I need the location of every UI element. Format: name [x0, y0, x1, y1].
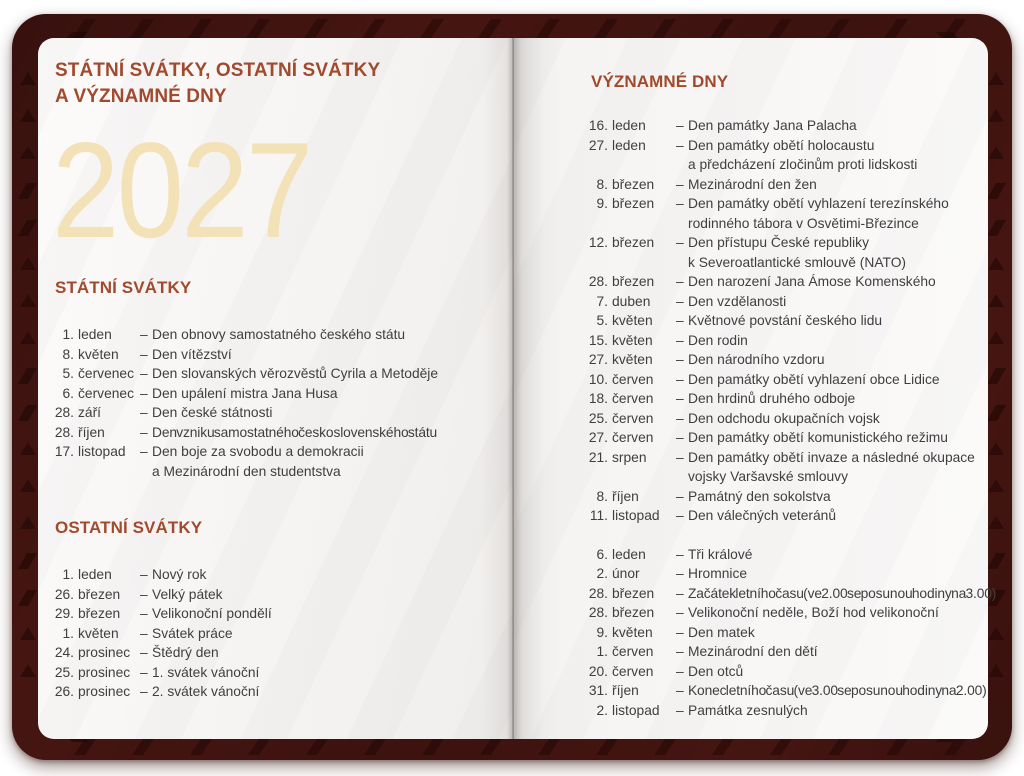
holiday-row	[578, 506, 984, 526]
holiday-day: 26.	[54, 586, 74, 602]
holiday-row	[578, 331, 984, 351]
holiday-day: 24.	[54, 645, 74, 660]
holiday-description-line1: Památka zesnulých	[688, 702, 808, 718]
right-page	[513, 38, 997, 739]
holiday-description	[688, 311, 984, 331]
holiday-month: leden	[78, 567, 112, 582]
holiday-row	[48, 423, 505, 443]
statni-svatky-list	[55, 325, 505, 481]
holiday-month: červen	[612, 663, 654, 679]
holiday-row	[48, 624, 505, 644]
holiday-description	[152, 442, 505, 481]
holiday-day: 1.	[596, 644, 608, 659]
holiday-description	[688, 116, 984, 136]
holiday-description-line1: Květnové povstání českého lidu	[688, 313, 883, 328]
holiday-description-line1: Památný den sokolstva	[688, 488, 831, 504]
holiday-description	[152, 423, 505, 443]
holiday-row	[578, 175, 984, 195]
dash-separator: –	[140, 346, 148, 362]
holiday-month: březen	[612, 274, 655, 289]
holiday-description-line1: Den památky obětí vyhlazení terezínského	[688, 196, 949, 211]
dash-separator: –	[140, 327, 148, 342]
section-ostatni-svatky	[55, 516, 505, 702]
holiday-description	[152, 384, 505, 404]
holiday-row	[48, 643, 505, 663]
holiday-month: leden	[612, 137, 646, 153]
holiday-description-line1: Den národního vzdoru	[688, 352, 825, 367]
holiday-row	[48, 682, 505, 702]
dash-separator: –	[676, 546, 684, 562]
holiday-row	[578, 448, 984, 487]
holiday-month: leden	[612, 118, 646, 133]
holiday-row	[578, 136, 984, 175]
dash-separator: –	[140, 385, 148, 401]
holiday-row	[48, 585, 505, 605]
holiday-month: leden	[78, 327, 112, 342]
holiday-day: 8.	[596, 488, 608, 504]
holiday-row	[578, 428, 984, 448]
holiday-description	[152, 585, 505, 605]
holiday-description	[688, 136, 984, 175]
holiday-description-line2: rodinného tábora v Osvětimi-Březince	[688, 215, 919, 231]
dash-separator: –	[676, 274, 684, 289]
holiday-description	[688, 603, 984, 623]
left-page	[38, 38, 513, 739]
dash-separator: –	[676, 235, 684, 250]
holiday-description-line1: Den památky obětí vyhlazení obce Lidice	[688, 371, 940, 387]
holiday-description-line1: Den vzniku samostatného československého státu	[152, 424, 438, 440]
holiday-row	[48, 565, 505, 585]
holiday-description	[152, 403, 505, 423]
holiday-day: 20.	[588, 663, 608, 679]
holiday-month: květen	[612, 352, 653, 367]
holiday-day: 21.	[588, 449, 608, 465]
dash-separator: –	[140, 444, 148, 459]
holiday-description	[152, 364, 505, 384]
holiday-description	[688, 409, 984, 429]
holiday-day: 2.	[596, 566, 608, 581]
holiday-day: 1.	[62, 567, 74, 582]
holiday-description	[688, 428, 984, 448]
holiday-description-line1: Hromnice	[688, 566, 748, 581]
holiday-month: květen	[78, 625, 119, 641]
holiday-description-line1: Mezinárodní den žen	[688, 176, 817, 192]
holiday-description-line1: Den památky obětí holocaustu	[688, 137, 875, 153]
dash-separator: –	[140, 586, 148, 602]
holiday-description-line1: Den upálení mistra Jana Husa	[152, 385, 338, 401]
holiday-month: prosinec	[78, 664, 131, 680]
holiday-month: prosinec	[78, 684, 131, 699]
holiday-description	[688, 681, 987, 701]
holiday-description-line1: Velikonoční neděle, Boží hod velikonoční	[688, 605, 939, 620]
holiday-day: 5.	[596, 313, 608, 328]
holiday-day: 7.	[596, 293, 608, 309]
holiday-row	[578, 292, 984, 312]
holiday-description	[688, 623, 984, 643]
holiday-day: 28.	[54, 405, 74, 420]
holiday-month: říjen	[612, 488, 639, 504]
holiday-row	[48, 345, 505, 365]
holiday-day: 11.	[589, 508, 608, 523]
holiday-month: listopad	[612, 508, 660, 523]
holiday-description	[688, 448, 984, 487]
holiday-day: 9.	[596, 624, 608, 640]
holiday-description	[688, 545, 984, 565]
holiday-description-line2: a Mezinárodní den studentstva	[152, 463, 341, 479]
holiday-row	[48, 663, 505, 683]
holiday-description-line1: Mezinárodní den dětí	[688, 644, 818, 659]
holiday-month: duben	[612, 293, 651, 309]
holiday-month: leden	[612, 546, 646, 562]
section-heading-statni-svatky: STÁTNÍ SVÁTKY	[55, 278, 192, 297]
holiday-month: září	[78, 405, 101, 420]
dash-separator: –	[140, 366, 148, 381]
dash-separator: –	[676, 137, 684, 153]
dash-separator: –	[676, 508, 684, 523]
holiday-description	[152, 682, 505, 702]
holiday-month: červen	[612, 371, 654, 387]
holiday-row	[578, 233, 984, 272]
holiday-description-line1: Den vzdělanosti	[688, 293, 787, 309]
holiday-month: červenec	[78, 385, 134, 401]
holiday-month: květen	[612, 332, 653, 348]
holiday-day: 25.	[54, 664, 74, 680]
holiday-row	[578, 564, 984, 584]
holiday-month: červen	[612, 391, 654, 406]
holiday-month: březen	[612, 605, 655, 620]
holiday-description-line1: Konec letního času (ve 3.00 se posunou hodiny na 2.00)	[688, 683, 987, 698]
holiday-description-line1: Nový rok	[152, 567, 207, 582]
vyznamne-dny-list-1	[513, 116, 984, 526]
holiday-day: 10.	[588, 371, 608, 387]
holiday-day: 1.	[62, 327, 74, 342]
holiday-row	[48, 384, 505, 404]
holiday-description	[152, 565, 505, 585]
holiday-description-line1: Den boje za svobodu a demokracii	[152, 444, 364, 459]
holiday-row	[578, 272, 984, 292]
holiday-day: 31.	[588, 683, 608, 698]
holiday-month: říjen	[78, 424, 105, 440]
holiday-description-line1: Den válečných veteránů	[688, 508, 837, 523]
holiday-day: 27.	[588, 137, 608, 153]
holiday-day: 27.	[588, 352, 608, 367]
dash-separator: –	[676, 566, 684, 581]
holiday-row	[578, 389, 984, 409]
holiday-description-line1: Začátek letního času (ve 2.00 se posunou hodiny na 3.00)	[688, 585, 997, 601]
holiday-description-line1: Den otců	[688, 663, 744, 679]
holiday-day: 9.	[596, 196, 608, 211]
dash-separator: –	[140, 645, 148, 660]
holiday-month: květen	[612, 624, 653, 640]
holiday-month: červen	[612, 644, 654, 659]
ostatni-svatky-list	[55, 565, 505, 702]
section-heading-vyznamne-dny: VÝZNAMNÉ DNY	[591, 72, 729, 91]
holiday-month: červen	[612, 410, 654, 426]
section-statni-svatky	[55, 276, 505, 481]
dash-separator: –	[140, 567, 148, 582]
holiday-day: 28.	[588, 585, 608, 601]
dash-separator: –	[676, 702, 684, 718]
holiday-description-line1: Velikonoční pondělí	[152, 606, 272, 621]
holiday-month: březen	[78, 586, 121, 602]
holiday-month: červen	[612, 430, 654, 445]
dash-separator: –	[676, 118, 684, 133]
dash-separator: –	[676, 663, 684, 679]
holiday-description-line1: Den památky obětí invaze a následné okupace	[688, 449, 975, 465]
holiday-day: 28.	[588, 274, 608, 289]
dash-separator: –	[676, 488, 684, 504]
holiday-description	[688, 272, 984, 292]
holiday-row	[48, 442, 505, 481]
dash-separator: –	[676, 332, 684, 348]
holiday-description-line1: Den matek	[688, 624, 755, 640]
dash-separator: –	[140, 405, 148, 420]
holiday-month: březen	[78, 606, 121, 621]
holiday-description	[688, 233, 984, 272]
holiday-row	[578, 584, 997, 604]
page-title-line1: STÁTNÍ SVÁTKY, OSTATNÍ SVÁTKY	[55, 60, 381, 81]
holiday-month: prosinec	[78, 645, 131, 660]
holiday-description-line1: Den slovanských věrozvěstů Cyrila a Metoděje	[152, 366, 439, 381]
holiday-day: 16.	[588, 118, 608, 133]
dash-separator: –	[676, 430, 684, 445]
holiday-row	[578, 662, 984, 682]
holiday-description	[688, 642, 984, 662]
holiday-month: květen	[612, 313, 653, 328]
section-heading-ostatni-svatky: OSTATNÍ SVÁTKY	[55, 518, 203, 537]
holiday-description	[688, 194, 984, 233]
holiday-row	[578, 701, 984, 721]
dash-separator: –	[140, 424, 148, 440]
holiday-description	[688, 370, 984, 390]
holiday-description-line1: Tři králové	[688, 546, 753, 562]
vyznamne-dny-list-2	[513, 545, 997, 721]
holiday-description	[688, 506, 984, 526]
holiday-description-line2: vojsky Varšavské smlouvy	[688, 469, 848, 484]
holiday-row	[578, 487, 984, 507]
holiday-month: červenec	[78, 366, 134, 381]
holiday-description-line1: Velký pátek	[152, 586, 223, 602]
holiday-description	[688, 487, 984, 507]
holiday-day: 8.	[596, 176, 608, 192]
holiday-description-line1: Den obnovy samostatného českého státu	[152, 327, 406, 342]
holiday-row	[578, 623, 984, 643]
holiday-description-line1: Den narození Jana Ámose Komenského	[688, 274, 936, 289]
dash-separator: –	[676, 196, 684, 211]
holiday-day: 17.	[54, 444, 74, 459]
holiday-month: listopad	[78, 444, 126, 459]
holiday-row	[578, 350, 984, 370]
holiday-description	[688, 389, 984, 409]
dash-separator: –	[676, 605, 684, 620]
dash-separator: –	[676, 624, 684, 640]
holiday-row	[578, 545, 984, 565]
open-pages	[38, 38, 997, 739]
holiday-row	[578, 311, 984, 331]
holiday-day: 6.	[596, 546, 608, 562]
holiday-day: 1.	[62, 625, 74, 641]
holiday-month: březen	[612, 196, 655, 211]
holiday-day: 12.	[588, 235, 608, 250]
holiday-day: 27.	[588, 430, 608, 445]
holiday-month: únor	[612, 566, 640, 581]
holiday-day: 5.	[62, 366, 74, 381]
holiday-month: březen	[612, 585, 655, 601]
vyznamne-dny-lists	[513, 116, 997, 720]
holiday-description-line1: Den odchodu okupačních vojsk	[688, 410, 880, 426]
holiday-row	[578, 194, 984, 233]
holiday-description-line1: Den rodin	[688, 332, 748, 348]
holiday-row	[578, 370, 984, 390]
holiday-description-line1: 1. svátek vánoční	[152, 664, 260, 680]
dash-separator: –	[140, 625, 148, 641]
holiday-month: březen	[612, 176, 655, 192]
holiday-day: 25.	[588, 410, 608, 426]
holiday-description	[688, 564, 984, 584]
holiday-description	[152, 624, 505, 644]
holiday-row	[578, 642, 984, 662]
dash-separator: –	[676, 410, 684, 426]
dash-separator: –	[676, 391, 684, 406]
holiday-description	[688, 701, 984, 721]
holiday-description	[152, 663, 505, 683]
dash-separator: –	[676, 371, 684, 387]
holiday-day: 6.	[62, 385, 74, 401]
holiday-description-line1: Den hrdinů druhého odboje	[688, 391, 856, 406]
holiday-row	[578, 681, 987, 701]
holiday-description	[688, 584, 996, 604]
dash-separator: –	[676, 644, 684, 659]
holiday-row	[48, 364, 505, 384]
holiday-month: srpen	[612, 449, 647, 465]
holiday-description-line1: Štědrý den	[152, 645, 219, 660]
holiday-description	[688, 350, 984, 370]
year-watermark: 2027	[52, 114, 311, 266]
dash-separator: –	[676, 313, 684, 328]
holiday-day: 28.	[54, 424, 74, 440]
holiday-day: 28.	[588, 605, 608, 620]
holiday-description-line1: Den české státnosti	[152, 405, 273, 420]
holiday-day: 2.	[596, 702, 608, 718]
holiday-description	[152, 325, 505, 345]
dash-separator: –	[676, 449, 684, 465]
holiday-day: 29.	[54, 606, 74, 621]
dash-separator: –	[676, 352, 684, 367]
holiday-description-line1: Svátek práce	[152, 625, 233, 641]
holiday-description	[688, 292, 984, 312]
holiday-row	[578, 409, 984, 429]
dash-separator: –	[676, 293, 684, 309]
dash-separator: –	[676, 176, 684, 192]
holiday-description-line1: Den památky obětí komunistického režimu	[688, 430, 948, 445]
holiday-row	[48, 325, 505, 345]
holiday-description	[688, 175, 984, 195]
holiday-description-line2: a předcházení zločinům proti lidskosti	[688, 157, 918, 172]
holiday-day: 18.	[588, 391, 608, 406]
holiday-description	[688, 662, 984, 682]
dash-separator: –	[140, 606, 148, 621]
dash-separator: –	[676, 585, 684, 601]
holiday-day: 8.	[62, 346, 74, 362]
holiday-row	[48, 403, 505, 423]
holiday-description	[152, 604, 505, 624]
holiday-description-line1: Den přístupu České republiky	[688, 235, 869, 250]
holiday-row	[578, 603, 984, 623]
holiday-description	[688, 331, 984, 351]
dash-separator: –	[676, 683, 684, 698]
dash-separator: –	[140, 684, 148, 699]
page-title-line2: A VÝZNAMNÉ DNY	[55, 86, 227, 107]
page-title	[55, 58, 380, 110]
dash-separator: –	[140, 664, 148, 680]
diary-cover	[12, 14, 1012, 760]
holiday-row	[578, 116, 984, 136]
holiday-day: 26.	[54, 684, 74, 699]
holiday-description	[152, 643, 505, 663]
holiday-description	[152, 345, 505, 365]
holiday-month: listopad	[612, 702, 660, 718]
holiday-row	[48, 604, 505, 624]
holiday-month: říjen	[612, 683, 639, 698]
holiday-description-line1: Den vítězství	[152, 346, 232, 362]
holiday-day: 15.	[588, 332, 608, 348]
holiday-month: březen	[612, 235, 655, 250]
holiday-description-line2: k Severoatlantické smlouvě (NATO)	[688, 254, 907, 270]
holiday-description-line1: Den památky Jana Palacha	[688, 118, 857, 133]
holiday-month: květen	[78, 346, 119, 362]
holiday-description-line1: 2. svátek vánoční	[152, 684, 260, 699]
